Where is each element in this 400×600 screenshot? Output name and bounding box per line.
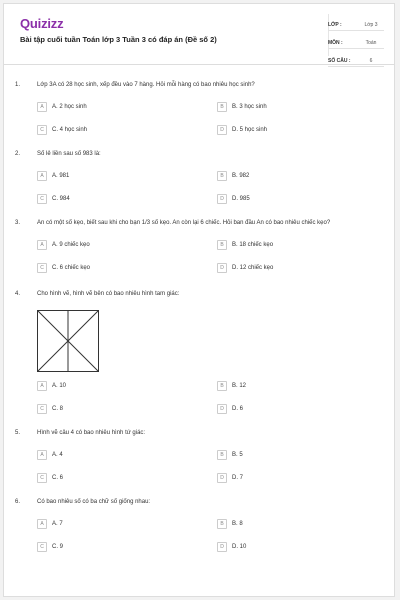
worksheet-header	[4, 4, 394, 65]
option-letter: A	[37, 102, 47, 112]
question-number: 2.	[15, 151, 21, 157]
question-text: Số lẻ liền sau số 983 là:	[37, 151, 101, 157]
question-text: Có bao nhiêu số có ba chữ số giống nhau:	[37, 499, 151, 505]
option-letter: B	[217, 519, 227, 529]
option-text: D. 6	[232, 405, 244, 412]
question-text: Hình vẽ câu 4 có bao nhiêu hình tứ giác:	[37, 430, 146, 436]
option-text: B. 18 chiếc kẹo	[232, 241, 274, 248]
question-number: 5.	[15, 430, 21, 436]
option-letter: B	[217, 450, 227, 460]
option-text: A. 10	[52, 382, 67, 389]
question-number: 4.	[15, 291, 21, 297]
option-letter: B	[217, 240, 227, 250]
option-text: B. 12	[232, 382, 247, 389]
meta-value: Lớp 3	[364, 22, 378, 28]
option-letter: C	[37, 194, 47, 204]
option-text: B. 5	[232, 451, 243, 458]
option-text: D. 10	[232, 543, 247, 550]
option-letter: C	[37, 404, 47, 414]
option-text: C. 8	[52, 405, 64, 412]
option-text: C. 4 học sinh	[52, 126, 88, 133]
option-letter: D	[217, 404, 227, 414]
meta-question-count	[328, 52, 384, 67]
worksheet-title: Bài tập cuối tuần Toán lớp 3 Tuần 3 có đáp án (Đề số 2)	[20, 35, 217, 44]
option-text: A. 9 chiếc kẹo	[52, 241, 90, 248]
option-text: C. 9	[52, 543, 64, 550]
worksheet-page	[3, 3, 395, 597]
option-text: C. 6 chiếc kẹo	[52, 264, 91, 271]
option-text: B. 3 học sinh	[232, 103, 267, 110]
question-number: 3.	[15, 220, 21, 226]
triangle-figure	[37, 310, 99, 372]
option-text: D. 985	[232, 195, 250, 202]
option-letter: D	[217, 473, 227, 483]
option-letter: A	[37, 171, 47, 181]
question-text: An có một số kẹo, biết sau khi cho bạn 1/3 số kẹo. An còn lại 6 chiếc. Hỏi ban đầu An có bao nhiêu chiếc kẹo?	[37, 220, 331, 226]
option-letter: C	[37, 473, 47, 483]
meta-value: Toán	[365, 40, 377, 46]
option-letter: D	[217, 194, 227, 204]
meta-class	[328, 16, 384, 31]
option-letter: C	[37, 542, 47, 552]
meta-label: MÔN :	[328, 40, 343, 46]
option-text: A. 7	[52, 520, 63, 527]
question-number: 1.	[15, 82, 21, 88]
question-text: Lớp 3A có 28 học sinh, xếp đều vào 7 hàng. Hỏi mỗi hàng có bao nhiêu học sinh?	[37, 82, 255, 88]
option-letter: B	[217, 381, 227, 391]
option-letter: A	[37, 519, 47, 529]
meta-value: 6	[369, 58, 373, 64]
option-text: D. 7	[232, 474, 244, 481]
option-letter: D	[217, 263, 227, 273]
option-text: C. 6	[52, 474, 64, 481]
option-text: C. 984	[52, 195, 70, 202]
option-letter: B	[217, 102, 227, 112]
option-text: A. 4	[52, 451, 63, 458]
meta-label: SỐ CÂU :	[328, 58, 351, 64]
option-letter: A	[37, 450, 47, 460]
option-letter: B	[217, 171, 227, 181]
meta-info	[328, 16, 384, 70]
option-letter: A	[37, 381, 47, 391]
option-text: B. 982	[232, 172, 250, 179]
option-letter: C	[37, 263, 47, 273]
question-text: Cho hình vẽ, hình vẽ bên có bao nhiêu hình tam giác:	[37, 291, 180, 297]
option-text: A. 981	[52, 172, 70, 179]
option-letter: D	[217, 125, 227, 135]
quizizz-logo: Quizizz	[20, 16, 64, 31]
option-letter: D	[217, 542, 227, 552]
option-text: D. 12 chiếc kẹo	[232, 264, 274, 271]
question-number: 6.	[15, 499, 21, 505]
option-text: D. 5 học sinh	[232, 126, 268, 133]
meta-label: LỚP :	[328, 22, 342, 28]
option-text: B. 8	[232, 520, 243, 527]
meta-subject	[328, 34, 384, 49]
option-letter: A	[37, 240, 47, 250]
option-text: A. 2 học sinh	[52, 103, 87, 110]
option-letter: C	[37, 125, 47, 135]
